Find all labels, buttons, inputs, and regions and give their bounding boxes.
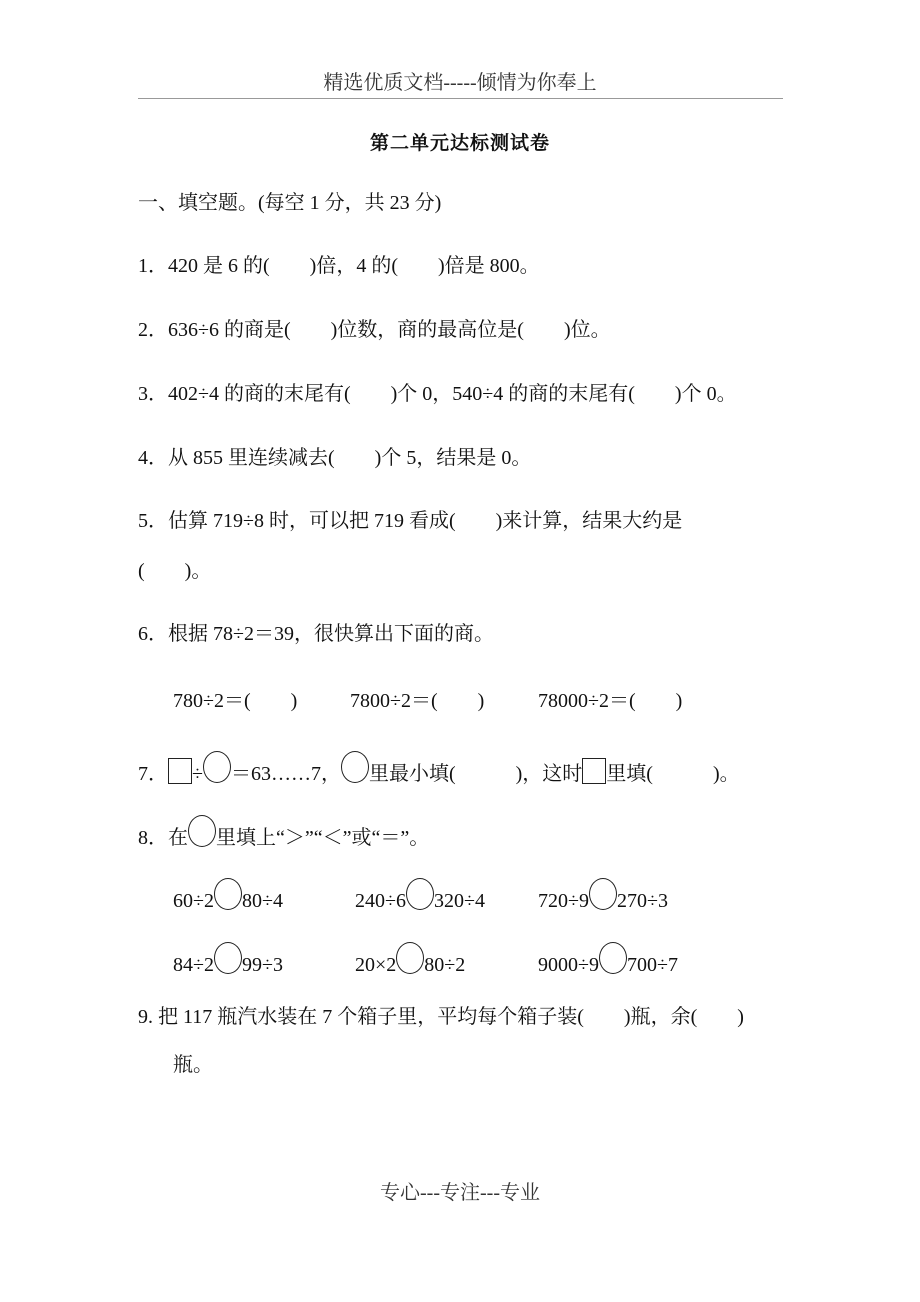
circle-blank [406,878,434,910]
q6-item: 78000÷2＝( ) [538,690,683,712]
circle-blank [203,751,231,783]
circle-blank [396,942,424,974]
q7-text-2: 里填( )。 [606,763,740,785]
q8-item [173,878,283,913]
header-divider [138,98,783,99]
section-heading: 一、填空题。(每空 1 分，共 23 分) [138,192,442,214]
question-2: 2．636÷6 的商是( )位数，商的最高位是( )位。 [138,319,611,341]
circle-blank [214,878,242,910]
circle-blank [589,878,617,910]
question-4: 4．从 855 里连续减去( )个 5，结果是 0。 [138,447,532,469]
q8-item [173,942,283,977]
question-6: 6．根据 78÷2＝39，很快算出下面的商。 [138,623,494,645]
q8-left: 60÷2 [173,890,214,912]
q6-item: 7800÷2＝( ) [350,690,485,712]
question-9: 9. 把 117 瓶汽水装在 7 个箱子里，平均每个箱子装( )瓶，余( ) [138,1006,744,1028]
q7-divide: ÷ [192,763,203,785]
q8-right: 320÷4 [433,890,485,912]
q8-item [355,878,485,913]
q8-left: 9000÷9 [538,954,599,976]
q8-item [538,942,678,977]
q7-number: 7． [138,763,168,785]
page-title: 第二单元达标测试卷 [369,133,550,154]
q8-item [355,942,465,977]
question-9-cont: 瓶。 [173,1054,213,1076]
page-footer: 专心---专注---专业 [380,1182,540,1204]
square-blank [582,758,606,784]
q7-equation: ＝63……7， [230,763,341,785]
page-header: 精选优质文档-----倾情为你奉上 [323,72,597,94]
circle-blank [188,815,216,847]
question-7 [138,751,740,788]
question-8 [138,815,429,852]
circle-blank [341,751,369,783]
q8-tail: 里填上“＞”“＜”或“＝”。 [216,827,430,849]
question-1: 1．420 是 6 的( )倍，4 的( )倍是 800。 [138,255,540,277]
q8-right: 270÷3 [616,890,668,912]
q8-right: 700÷7 [626,954,678,976]
square-blank [168,758,192,784]
q8-left: 720÷9 [538,890,589,912]
q8-left: 84÷2 [173,954,214,976]
q8-left: 20×2 [355,954,397,976]
question-5: 5．估算 719÷8 时，可以把 719 看成( )来计算，结果大约是 [138,510,683,532]
question-5-cont: ( )。 [138,560,212,582]
q8-right: 80÷4 [241,890,283,912]
circle-blank [214,942,242,974]
q8-right: 80÷2 [424,954,466,976]
q8-right: 99÷3 [241,954,283,976]
q8-left: 240÷6 [355,890,406,912]
q7-text-1: 里最小填( )，这时 [368,763,583,785]
circle-blank [599,942,627,974]
question-3: 3．402÷4 的商的末尾有( )个 0，540÷4 的商的末尾有( )个 0。 [138,383,737,405]
q6-item: 780÷2＝( ) [173,690,298,712]
q8-item [538,878,668,913]
q8-lead: 8．在 [138,827,188,849]
